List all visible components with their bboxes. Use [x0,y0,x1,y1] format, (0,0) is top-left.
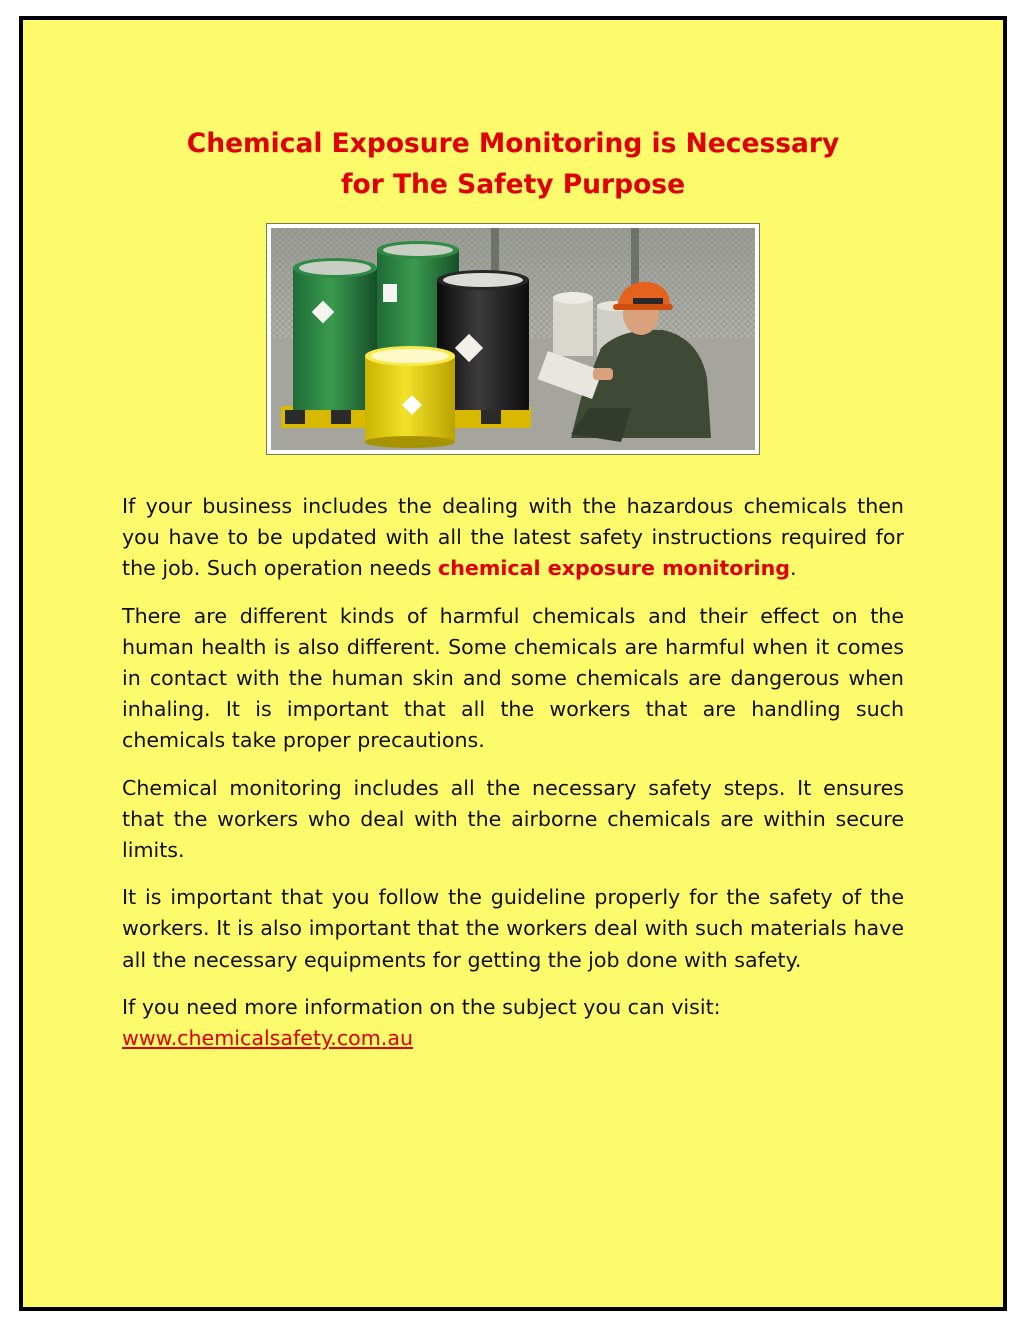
chemical-drums-photo [271,228,755,450]
paragraph-5-text: If you need more information on the subject you can visit: [122,994,721,1019]
paragraph-4: It is important that you follow the guideline properly for the safety of the workers. It is also important that the workers deal with such materials have all the necessary equipments for getting the job done with safety. [122,885,904,972]
paragraph-2: There are different kinds of harmful chemicals and their effect on the human health is also different. Some chemicals are harmful when it comes in contact with the human skin and some chemicals are dangerous when inhaling. It is important that all the workers that are handling such chemicals take proper precautions. [122,603,904,753]
paragraph-1-text: If your business includes the dealing with the hazardous chemicals then you have to be updated with all the latest safety instructions required for the job. Such operation needs [122,494,904,581]
paragraph-3: Chemical monitoring includes all the necessary safety steps. It ensures that the workers who deal with the airborne chemicals are within secure limits. [122,775,904,863]
page-title [23,123,1003,205]
title-line-2: for The Safety Purpose [340,169,686,200]
article-photo [266,223,760,455]
article-body [122,491,904,1070]
document-page [19,16,1007,1311]
paragraph-5 [122,992,904,1054]
paragraph-1 [122,491,904,585]
title-line-1: Chemical Exposure Monitoring is Necessary [186,128,840,159]
website-link[interactable]: www.chemicalsafety.com.au [122,1026,414,1051]
paragraph-1-end: . [790,556,797,581]
chemical-exposure-monitoring-keyword: chemical exposure monitoring [438,556,791,581]
